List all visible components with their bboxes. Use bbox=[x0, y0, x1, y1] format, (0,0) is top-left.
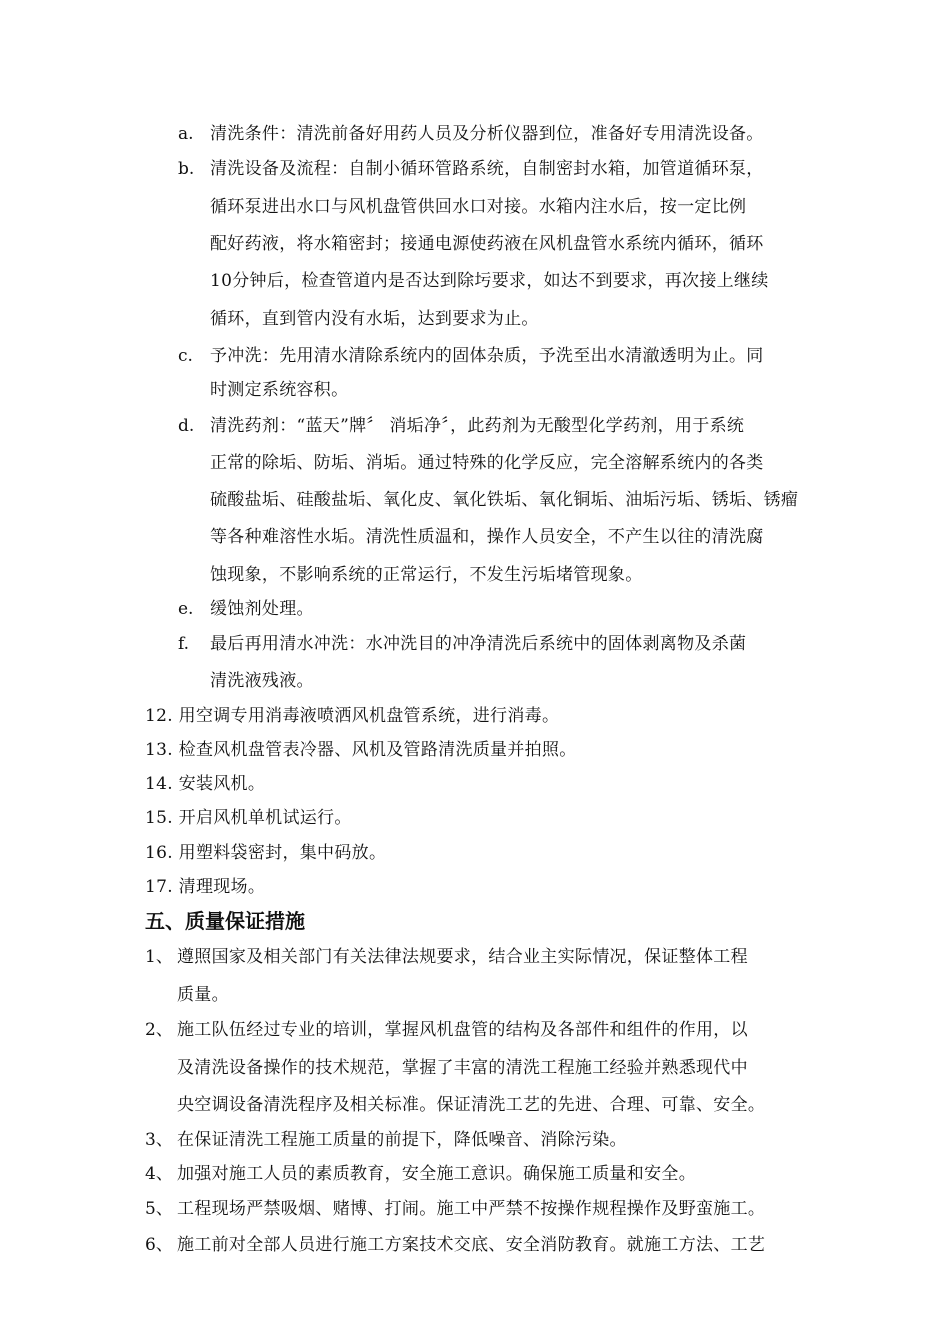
list-item-line: 等各种难溶性水垢。清洗性质温和，操作人员安全，不产生以往的清洗腐 bbox=[210, 527, 764, 547]
step-item: 12. 用空调专用消毒液喷洒风机盘管系统，进行消毒。 bbox=[145, 706, 560, 726]
list-item-line: 清洗条件：清洗前备好用药人员及分析仪器到位，准备好专用清洗设备。 bbox=[210, 124, 764, 144]
list-item-line: 正常的除垢、防垢、消垢。通过特殊的化学反应，完全溶解系统内的各类 bbox=[210, 453, 764, 473]
list-marker: a. bbox=[178, 124, 194, 144]
list-item-line: 蚀现象，不影响系统的正常运行，不发生污垢堵管现象。 bbox=[210, 565, 643, 585]
list-item-line: 循环，直到管内没有水垢，达到要求为止。 bbox=[210, 309, 539, 329]
list-item-line: 清洗设备及流程：自制小循环管路系统，自制密封水箱，加管道循环泵， bbox=[210, 159, 764, 179]
list-marker: 5、 bbox=[145, 1199, 173, 1219]
list-marker: e. bbox=[178, 599, 194, 619]
measure-line: 工程现场严禁吸烟、赌博、打闹。施工中严禁不按操作规程操作及野蛮施工。 bbox=[177, 1199, 766, 1219]
list-item-line: 时测定系统容积。 bbox=[210, 380, 349, 400]
list-marker: c. bbox=[178, 346, 193, 366]
measure-line: 在保证清洗工程施工质量的前提下，降低噪音、消除污染。 bbox=[177, 1130, 627, 1150]
step-item: 13. 检查风机盘管表冷器、风机及管路清洗质量并拍照。 bbox=[145, 740, 577, 760]
list-item-line: 硫酸盐垢、硅酸盐垢、氧化皮、氧化铁垢、氧化铜垢、油垢污垢、锈垢、锈瘤 bbox=[210, 490, 799, 510]
step-item: 17. 清理现场。 bbox=[145, 877, 266, 897]
list-marker: 4、 bbox=[145, 1164, 173, 1184]
section-title: 五、质量保证措施 bbox=[145, 909, 305, 933]
list-marker: 3、 bbox=[145, 1130, 173, 1150]
list-item-line: 配好药液，将水箱密封；接通电源使药液在风机盘管水系统内循环，循环 bbox=[210, 234, 764, 254]
measure-line: 施工队伍经过专业的培训，掌握风机盘管的结构及各部件和组件的作用，以 bbox=[177, 1020, 748, 1040]
measure-line: 遵照国家及相关部门有关法律法规要求，结合业主实际情况，保证整体工程 bbox=[177, 947, 748, 967]
list-item-line: 清洗药剂：“蓝天”牌〞 消垢净〞，此药剂为无酸型化学药剂，用于系统 bbox=[210, 416, 745, 436]
list-marker: 6、 bbox=[145, 1235, 173, 1255]
list-item-line: 10分钟后，检查管道内是否达到除圬要求，如达不到要求，再次接上继续 bbox=[210, 271, 769, 291]
measure-line: 加强对施工人员的素质教育，安全施工意识。确保施工质量和安全。 bbox=[177, 1164, 696, 1184]
list-item-line: 清洗液残液。 bbox=[210, 671, 314, 691]
step-item: 14. 安装风机。 bbox=[145, 774, 266, 794]
list-item-line: 缓蚀剂处理。 bbox=[210, 599, 314, 619]
list-marker: f. bbox=[178, 634, 190, 654]
measure-line: 质量。 bbox=[177, 985, 229, 1005]
list-marker: d. bbox=[178, 416, 195, 436]
list-item-line: 循环泵进出水口与风机盘管供回水口对接。水箱内注水后，按一定比例 bbox=[210, 197, 747, 217]
list-item-line: 予冲洗：先用清水清除系统内的固体杂质，予洗至出水清澈透明为止。同 bbox=[210, 346, 764, 366]
list-marker: 1、 bbox=[145, 947, 173, 967]
list-marker: 2、 bbox=[145, 1020, 173, 1040]
step-item: 15. 开启风机单机试运行。 bbox=[145, 808, 352, 828]
list-item-line: 最后再用清水冲洗：水冲洗目的冲净清洗后系统中的固体剥离物及杀菌 bbox=[210, 634, 747, 654]
measure-line: 施工前对全部人员进行施工方案技术交底、安全消防教育。就施工方法、工艺 bbox=[177, 1235, 766, 1255]
measure-line: 央空调设备清洗程序及相关标准。保证清洗工艺的先进、合理、可靠、安全。 bbox=[177, 1095, 766, 1115]
list-marker: b. bbox=[178, 159, 195, 179]
step-item: 16. 用塑料袋密封，集中码放。 bbox=[145, 843, 387, 863]
measure-line: 及清洗设备操作的技术规范，掌握了丰富的清洗工程施工经验并熟悉现代中 bbox=[177, 1058, 748, 1078]
